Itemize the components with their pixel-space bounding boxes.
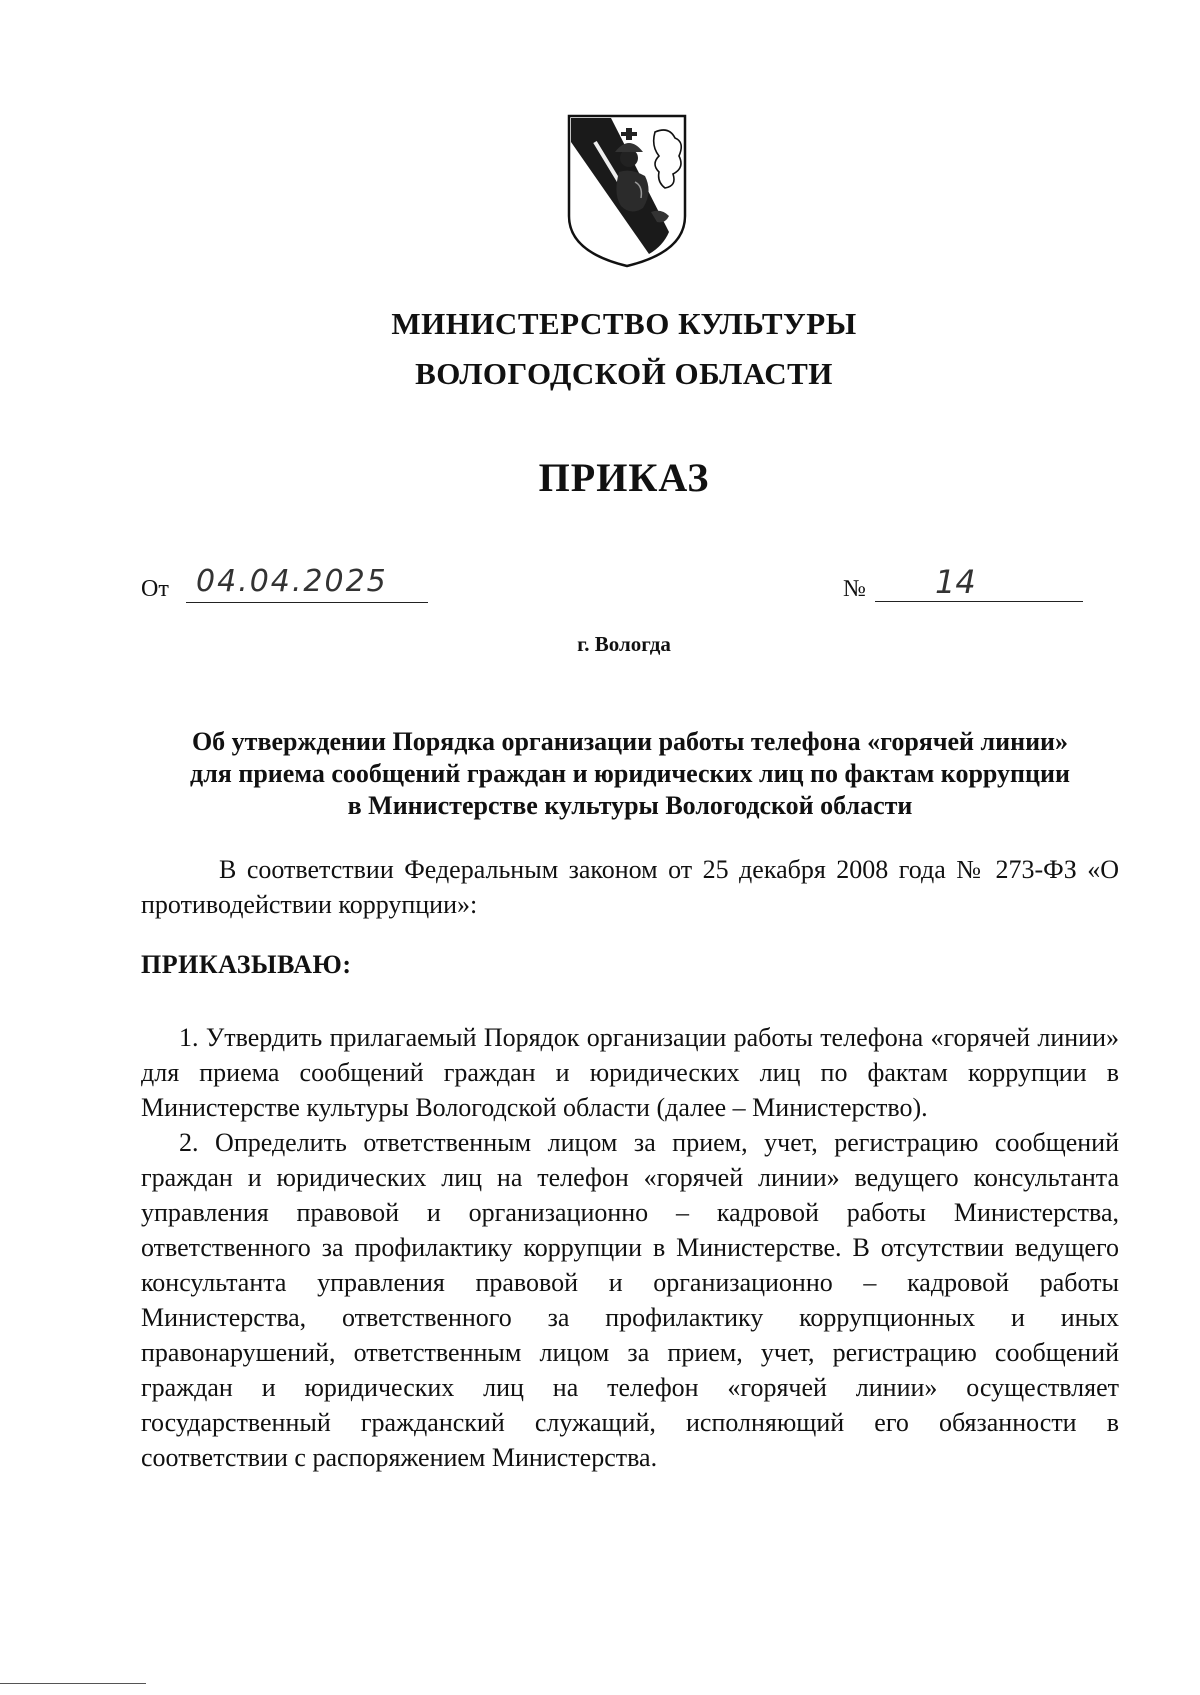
ministry-name-line1: МИНИСТЕРСТВО КУЛЬТУРЫ: [391, 306, 857, 341]
order-item-2: 2. Определить ответственным лицом за прием, учет, регистрацию сообщений граждан и юридических лиц на телефон «горячей линии» ведущего консультанта управления правовой и организационно – кадровой работы Министерства, ответственного за профилактику коррупции в Министерстве. В отсутствии ведущего консультанта управления правовой и организационно – кадровой работы Министерства, ответственного за профилактику коррупционных и иных правонарушений, ответственным лицом за прием, учет, регистрацию сообщений граждан и юридических лиц на телефон «горячей линии» осуществляет государственный гражданский служащий, исполняющий его обязанности в соответствии с распоряжением Министерства.: [141, 1128, 1119, 1472]
order-operative-word: ПРИКАЗЫВАЮ:: [141, 950, 352, 979]
number-label: №: [843, 576, 866, 602]
order-items-list: [141, 1020, 1119, 1475]
order-subject-heading: [140, 726, 1120, 822]
subject-line: в Министерстве культуры Вологодской области: [347, 791, 913, 820]
ministry-name-line2: ВОЛОГОДСКОЙ ОБЛАСТИ: [415, 356, 833, 391]
handwritten-date: 04.04.2025: [186, 562, 428, 603]
city-of-issue: г. Вологда: [577, 632, 671, 656]
legal-basis-paragraph: [141, 852, 1119, 922]
subject-line: для приема сообщений граждан и юридических лиц по фактам коррупции: [190, 759, 1070, 788]
order-item-1: 1. Утвердить прилагаемый Порядок организации работы телефона «горячей линии» для приема сообщений граждан и юридических лиц по фактам коррупции в Министерстве культуры Вологодской области (далее – Министерство).: [141, 1023, 1119, 1122]
date-label: От: [141, 576, 169, 602]
legal-basis-text: В соответствии Федеральным законом от 25 декабря 2008 года № 273-ФЗ «О противодействии коррупции»:: [141, 855, 1119, 919]
document-type-title: ПРИКАЗ: [538, 455, 710, 500]
footer-divider: [0, 1683, 146, 1684]
subject-line: Об утверждении Порядка организации работы телефона «горячей линии»: [191, 727, 1069, 756]
coat-of-arms-emblem: [565, 112, 689, 270]
handwritten-number: 14: [875, 562, 1083, 602]
